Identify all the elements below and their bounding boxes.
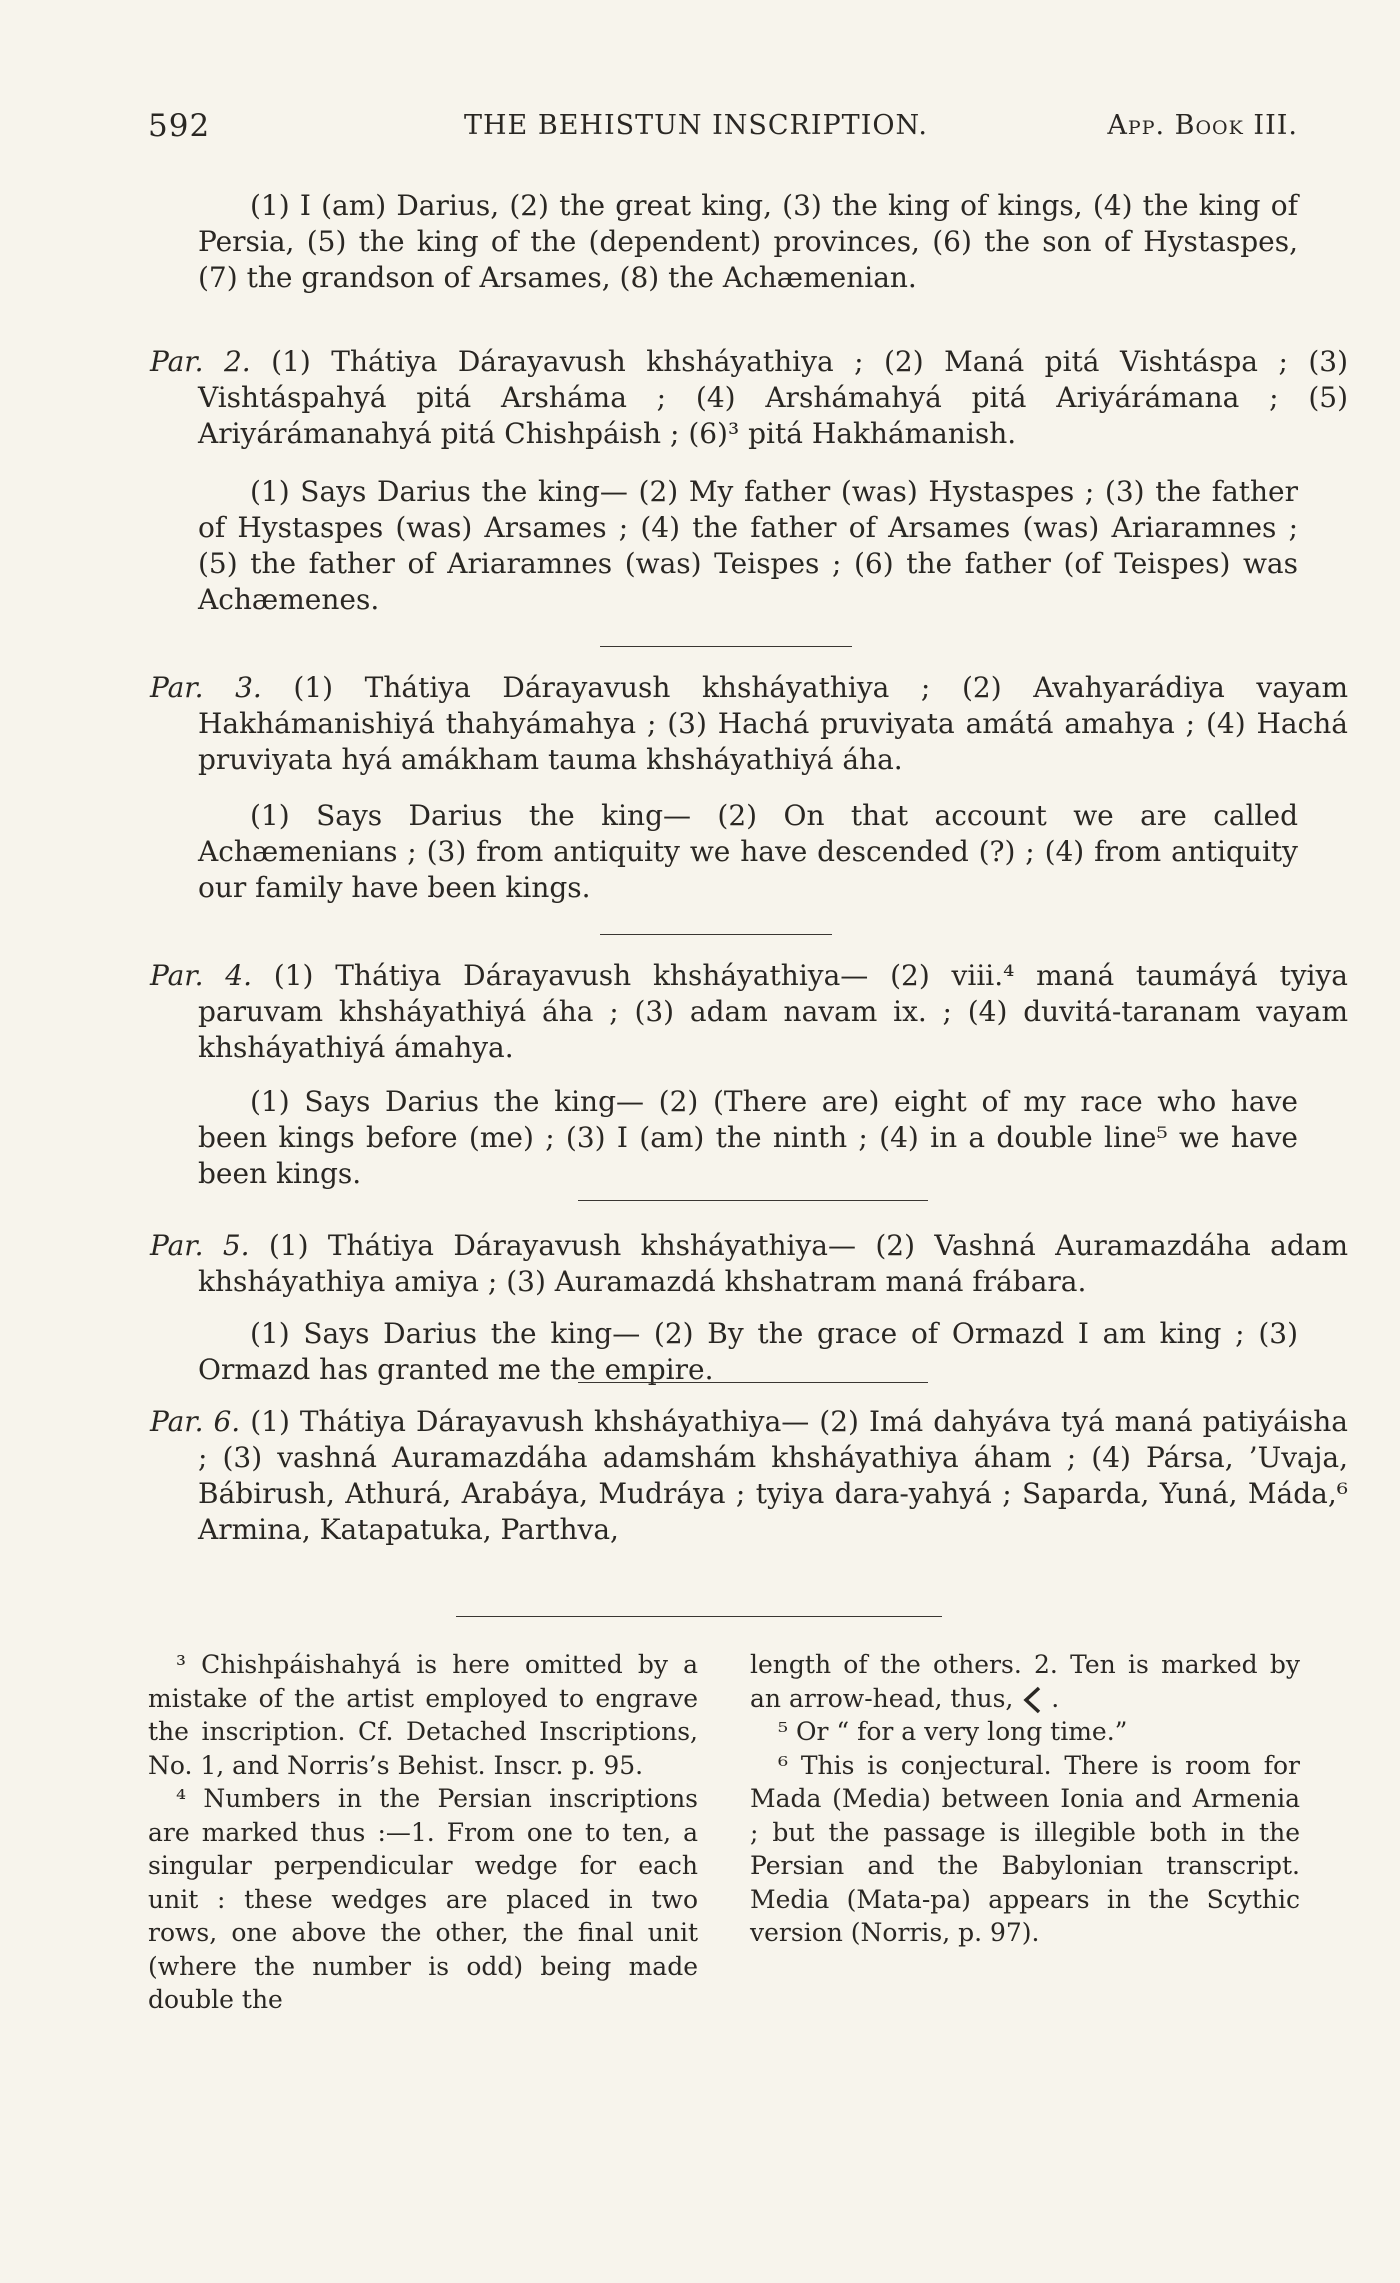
- footnote-4-continuation: length of the others. 2. Ten is marked by an arrow-head, thus, .: [750, 1648, 1300, 1715]
- english-translation: (1) I (am) Darius, (2) the great king, (3) the king of kings, (4) the king of Persia, (5) the king of the (dependent) provinces, (6) the son of Hystaspes, (7) the grandson of Arsames, (8) the Achæmenian.: [198, 189, 1298, 294]
- footnote-4: ⁴ Numbers in the Persian inscriptions are marked thus :—1. From one to ten, a singular perpendicular wedge for each unit : these wedges are placed in two rows, one above the other, the final unit (where the number is odd) being made double the: [148, 1784, 698, 2014]
- paragraph-5-english: [198, 1316, 1298, 1388]
- section-rule: [578, 1382, 928, 1383]
- persian-transliteration: (1) Thátiya Dárayavush khsháyathiya— (2) Imá dahyáva tyá maná patiyáisha ; (3) vashná Auramazdáha adamshám khsháyathiya áham ; (4) Pársa, ’Uvaja, Bábirush, Athurá, Arabáya, Mudráya ; tyiya dara-yahyá ; Saparda, Yuná, Máda,⁶ Armina, Katapatuka, Parthva,: [198, 1405, 1349, 1546]
- footnotes-left-column: [148, 1648, 698, 2017]
- arrowhead-wedge-icon: [1021, 1685, 1043, 1715]
- persian-transliteration: (1) Thátiya Dárayavush khsháyathiya— (2) Vashná Auramazdáha adam khsháyathiya amiya ; (3) Auramazdá khshatram maná frábara.: [198, 1229, 1348, 1298]
- persian-transliteration: (1) Thátiya Dárayavush khsháyathiya ; (2) Maná pitá Vishtáspa ; (3) Vishtáspahyá pitá Arsháma ; (4) Arshámahyá pitá Ariyárámana ; (5) Ariyárámanahyá pitá Chishpáish ; (6)³ pitá Hakhámanish.: [198, 345, 1348, 450]
- paragraph-5-persian: [150, 1228, 1348, 1300]
- english-translation: (1) Says Darius the king— (2) On that account we are called Achæmenians ; (3) from antiquity we have descended (?) ; (4) from antiquity our family have been kings.: [198, 799, 1298, 904]
- paragraph-6-persian: [150, 1404, 1348, 1548]
- section-rule: [600, 934, 832, 935]
- par-label: Par. 4.: [150, 959, 252, 992]
- section-rule: [600, 646, 852, 647]
- par-label: Par. 2.: [150, 345, 251, 378]
- paragraph-2-persian: [150, 344, 1348, 452]
- paragraph-4-persian: [150, 958, 1348, 1066]
- page-number: 592: [148, 108, 211, 144]
- book-reference: App. Book III.: [1107, 110, 1298, 141]
- paragraph-3-english: [198, 798, 1298, 906]
- paragraph-2-english: [198, 474, 1298, 618]
- footnotes-right-column: [750, 1648, 1300, 1950]
- paragraph-1-english: [198, 188, 1298, 296]
- persian-transliteration: (1) Thátiya Dárayavush khsháyathiya ; (2) Avahyarádiya vayam Hakhámanishiyá thahyámahya ; (3) Hachá pruviyata amátá amahya ; (4) Hachá pruviyata hyá amákham tauma khsháyathiyá áha.: [198, 671, 1348, 776]
- english-translation: (1) Says Darius the king— (2) My father (was) Hystaspes ; (3) the father of Hystaspes (was) Arsames ; (4) the father of Arsames (was) Ariaramnes ; (5) the father of Ariaramnes (was) Teispes ; (6) the father (of Teispes) was Achæmenes.: [198, 475, 1298, 616]
- section-rule: [578, 1200, 928, 1201]
- paragraph-3-persian: [150, 670, 1348, 778]
- footnote-3: ³ Chishpáishahyá is here omitted by a mistake of the artist employed to engrave the inscription. Cf. Detached Inscriptions, No. 1, and Norris’s Behist. Inscr. p. 95.: [148, 1650, 698, 1780]
- running-head: [148, 108, 1298, 148]
- english-translation: (1) Says Darius the king— (2) (There are) eight of my race who have been kings before (me) ; (3) I (am) the ninth ; (4) in a double line⁵ we have been kings.: [198, 1085, 1298, 1190]
- footnote-6: ⁶ This is conjectural. There is room for Mada (Media) between Ionia and Armenia ; but the passage is illegible both in the Persian and the Babylonian transcript. Media (Mata-pa) appears in the Scythic version (Norris, p. 97).: [750, 1750, 1300, 1947]
- persian-transliteration: (1) Thátiya Dárayavush khsháyathiya— (2) viii.⁴ maná taumáyá tyiya paruvam khsháyathiyá áha ; (3) adam navam ix. ; (4) duvitá-taranam vayam khsháyathiyá ámahya.: [198, 959, 1348, 1064]
- paragraph-4-english: [198, 1084, 1298, 1192]
- running-title: THE BEHISTUN INSCRIPTION.: [464, 110, 928, 141]
- par-label: Par. 3.: [150, 671, 262, 704]
- footnote-continuation-text: length of the others. 2. Ten is marked by an arrow-head, thus,: [750, 1650, 1300, 1713]
- par-label: Par. 6.: [150, 1405, 241, 1438]
- par-label: Par. 5.: [150, 1229, 250, 1262]
- footnote-5: ⁵ Or “ for a very long time.”: [778, 1717, 1128, 1746]
- english-translation: (1) Says Darius the king— (2) By the grace of Ormazd I am king ; (3) Ormazd has granted me the empire.: [198, 1317, 1298, 1386]
- footnote-rule: [456, 1616, 942, 1617]
